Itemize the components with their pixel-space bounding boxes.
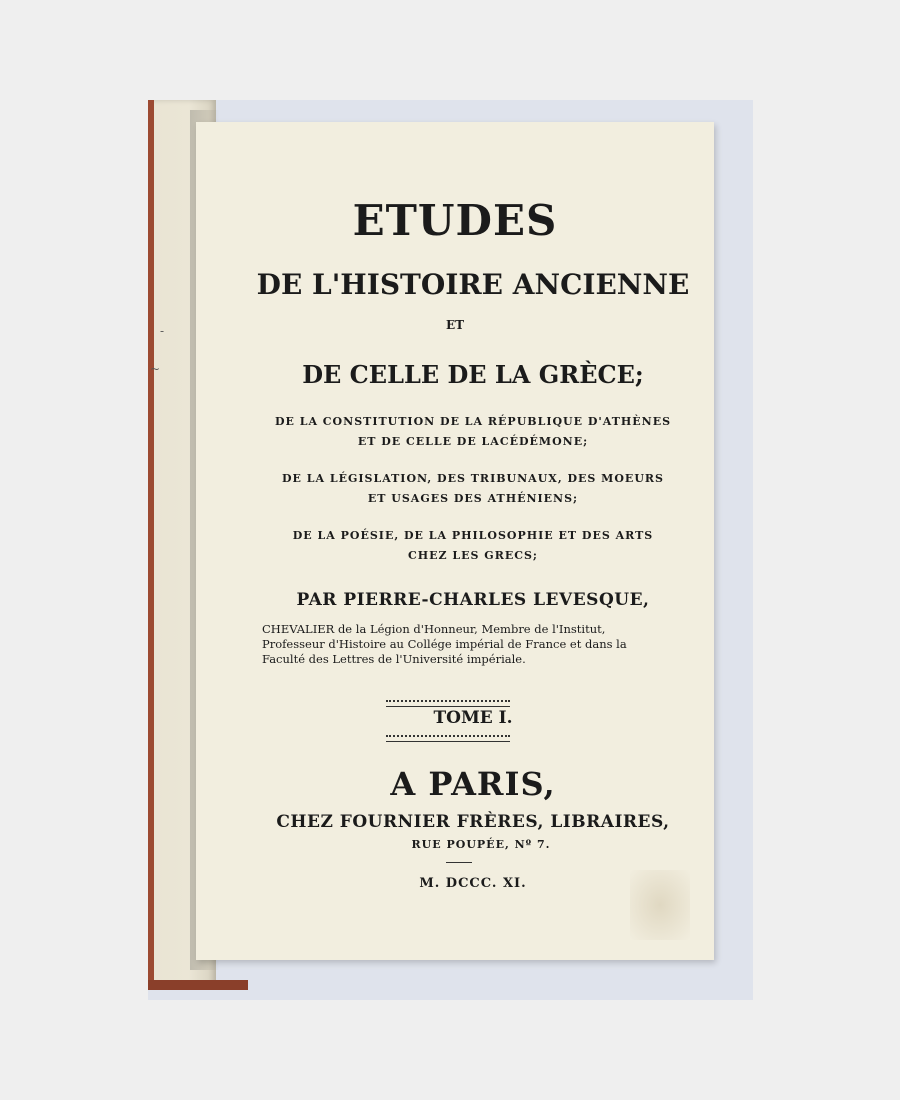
section-line: DE LA POÉSIE, DE LA PHILOSOPHIE ET DES ARTS [292, 529, 654, 542]
conjunction: ET [445, 318, 465, 332]
imprint-address: RUE POUPÉE, Nº 7. [411, 838, 551, 851]
volume-number: TOME I. [433, 708, 513, 728]
imprint-city: A PARIS, [390, 765, 556, 803]
section-line: DE LA LÉGISLATION, DES TRIBUNAUX, DES MOEURS [282, 472, 664, 485]
ornamental-rule-bottom [386, 735, 510, 742]
author-credentials: CHEVALIER de la Légion d'Honneur, Membre de l'Institut, Professeur d'Histoire au Collége impérial de France et dans la Faculté des Lettres de l'Université impériale. [262, 622, 627, 666]
author-line: PAR PIERRE-CHARLES LEVESQUE, [296, 590, 650, 610]
section-line: DE LA CONSTITUTION DE LA RÉPUBLIQUE D'ATHÈNES [274, 415, 672, 428]
book-cover-edge [148, 980, 248, 990]
margin-mark: ~ [150, 362, 161, 376]
section-line: ET USAGES DES ATHÉNIENS; [367, 492, 579, 505]
ornamental-rule-top [386, 700, 510, 707]
section-line: CHEZ LES GRECS; [408, 549, 538, 562]
margin-mark: - [160, 324, 165, 338]
book-binding-edge [148, 100, 154, 988]
book-title: ETUDES [352, 196, 558, 245]
imprint-date: M. DCCC. XI. [419, 876, 527, 891]
imprint-publisher: CHEZ FOURNIER FRÈRES, LIBRAIRES, [276, 812, 670, 832]
section-poetry [214, 526, 732, 566]
section-line: ET DE CELLE DE LACÉDÉMONE; [357, 435, 589, 448]
section-constitution [214, 412, 732, 452]
subtitle-ancient-history: DE L'HISTOIRE ANCIENNE [256, 268, 690, 301]
imprint-rule [446, 862, 472, 863]
section-legislation [214, 469, 732, 509]
subtitle-greece: DE CELLE DE LA GRÈCE; [302, 360, 644, 389]
